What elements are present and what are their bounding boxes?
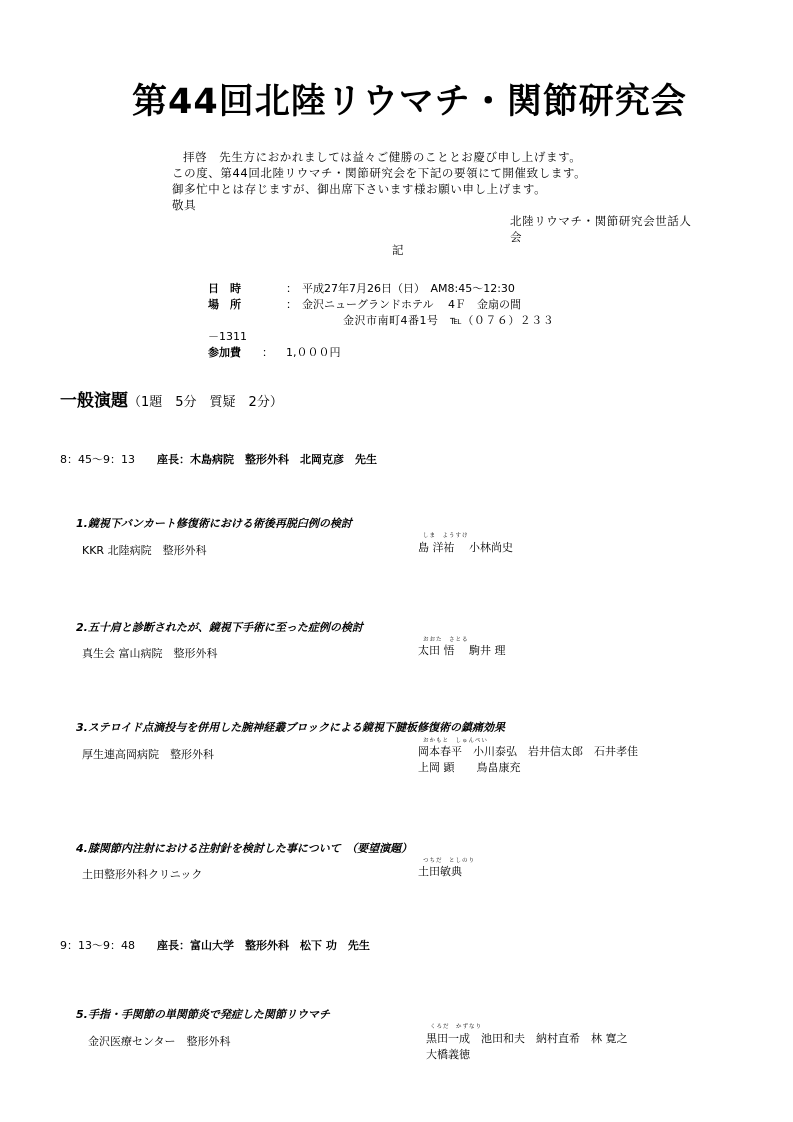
fee-label: 参加費 [208, 346, 241, 359]
author-ruby: つちだ としのり [423, 858, 476, 864]
date-label: 日 時 [208, 282, 241, 295]
session-header [60, 451, 377, 467]
author-ruby: おおた さとる [423, 637, 469, 643]
presentation-authors: 島 洋祐 小林尚史 [418, 541, 513, 554]
session-chair: 座長：富山大学 整形外科 松下 功 先生 [157, 939, 370, 952]
author-ruby: くろだ かずなり [430, 1024, 483, 1030]
fee-separator: ： [262, 346, 273, 359]
presentation-authors: 太田 悟 駒井 理 [418, 644, 506, 657]
session-header [60, 937, 370, 953]
session-time: 9：13～9：48 [60, 939, 135, 952]
author-ruby: しま ようすけ [423, 533, 469, 539]
section-heading-detail: （1題 5分 質疑 2分） [128, 395, 283, 410]
greeting-line-3: 御多忙中とは存じますが、御出席下さいます様お願い申し上げます。 [172, 182, 547, 196]
address-value: 金沢市南町4番1号 ℡（０７６）２３３ [343, 314, 555, 327]
presentation-authors: 岡本春平 小川泰弘 岩井信太郎 石井孝佳 [418, 745, 638, 758]
sender-line-1: 北陸リウマチ・関節研究会世話人 [510, 214, 692, 228]
greeting-line-1: 拝啓 先生方におかれましては益々ご健勝のこととお慶び申し上げます。 [183, 150, 582, 164]
presentation-affiliation: 金沢医療センター 整形外科 [88, 1035, 231, 1048]
phone-continuation: －1311 [208, 330, 247, 343]
author-ruby: おかもと しゅんぺい [423, 738, 488, 744]
greeting-line-2: この度、第44回北陸リウマチ・関節研究会を下記の要領にて開催致します。 [172, 166, 587, 180]
session-chair: 座長：木島病院 整形外科 北岡克彦 先生 [157, 453, 377, 466]
presentation-title: 3.ステロイド点滴投与を併用した腕神経叢ブロックによる鏡視下腱板修復術の鎮痛効果 [76, 721, 506, 734]
presentation-affiliation: 厚生連高岡病院 整形外科 [82, 748, 214, 761]
presentation-affiliation: 真生会 富山病院 整形外科 [82, 647, 218, 660]
ki-label: 記 [392, 243, 405, 257]
presentation-title: 4.膝関節内注射における注射針を検討した事について （要望演題） [76, 842, 413, 855]
presentation-authors-cont: 大橋義徳 [426, 1048, 470, 1061]
sender-line-2: 会 [510, 230, 523, 244]
presentation-affiliation: 土田整形外科クリニック [82, 868, 203, 881]
date-separator: ： [286, 282, 297, 295]
presentation-authors: 土田敏典 [418, 865, 462, 878]
presentation-title: 5.手指・手関節の単関節炎で発症した関節リウマチ [76, 1008, 330, 1021]
section-heading-main: 一般演題 [60, 391, 128, 411]
presentation-authors-cont: 上岡 顕 鳥畠康充 [418, 761, 521, 774]
fee-value: 1,０００円 [286, 346, 341, 359]
presentation-authors: 黒田一成 池田和夫 納村直希 林 寛之 [426, 1032, 628, 1045]
presentation-affiliation: KKR 北陸病院 整形外科 [82, 544, 207, 557]
place-separator: ： [286, 298, 297, 311]
date-value: 平成27年7月26日（日） AM8:45～12:30 [302, 282, 515, 295]
place-value: 金沢ニューグランドホテル 4Ｆ 金扇の間 [302, 298, 521, 311]
presentation-title: 1.鏡視下バンカート修復術における術後再脱臼例の検討 [76, 517, 352, 530]
greeting-closing: 敬具 [172, 198, 197, 212]
section-heading [60, 386, 283, 411]
session-time: 8：45～9：13 [60, 453, 135, 466]
presentation-title: 2.五十肩と診断されたが、鏡視下手術に至った症例の検討 [76, 621, 363, 634]
page-title: 第44回北陸リウマチ・関節研究会 [132, 82, 687, 122]
place-label: 場 所 [208, 298, 241, 311]
